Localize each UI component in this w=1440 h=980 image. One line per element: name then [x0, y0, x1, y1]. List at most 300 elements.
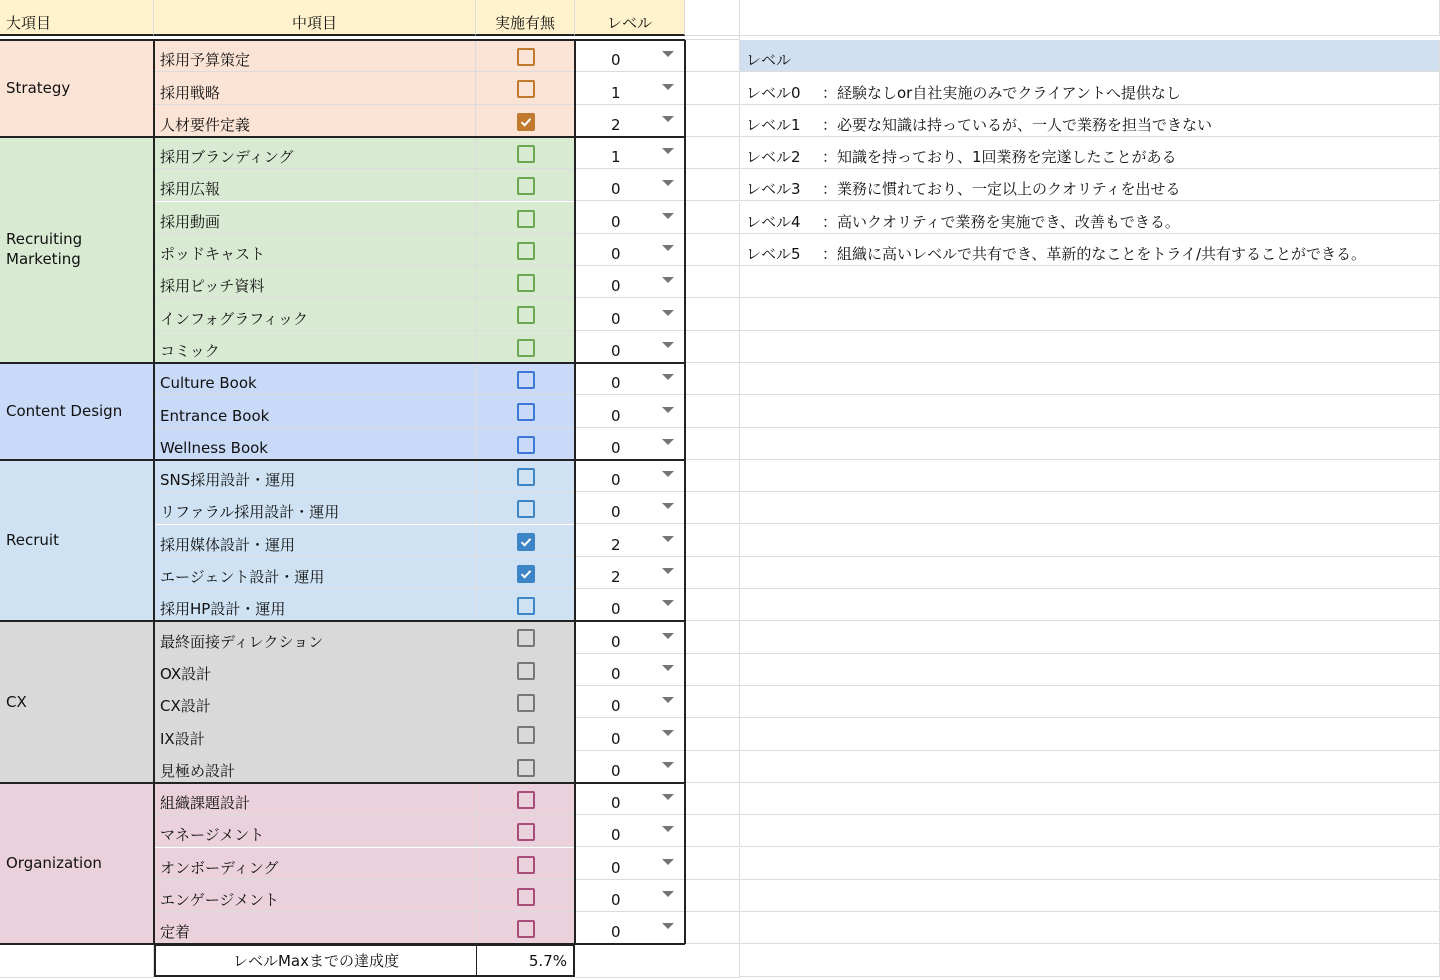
item-label: エンゲージメント: [160, 891, 279, 910]
checkbox-cell[interactable]: [476, 40, 575, 72]
level-value: 0: [611, 761, 621, 780]
checkbox-cell[interactable]: [476, 912, 575, 944]
section-divider: [0, 136, 685, 138]
dropdown-arrow-icon[interactable]: [662, 310, 674, 316]
header-label: 中項目: [291, 14, 337, 32]
legend-cell[interactable]: [740, 72, 1440, 104]
item-label: コミック: [160, 341, 220, 360]
dropdown-arrow-icon[interactable]: [662, 116, 674, 122]
level-dropdown[interactable]: [575, 492, 685, 524]
achievement-value: 5.7%: [528, 952, 567, 971]
checkbox-cell[interactable]: [476, 654, 575, 686]
table-divider: [684, 40, 686, 944]
level-value: 0: [611, 406, 621, 425]
achievement-summary: [154, 944, 575, 977]
dropdown-arrow-icon[interactable]: [662, 471, 674, 477]
level-value: 2: [611, 115, 621, 134]
item-cell[interactable]: [154, 105, 476, 137]
item-label: 採用ブランディング: [160, 148, 294, 167]
section-divider: [0, 782, 685, 784]
empty-cell[interactable]: [685, 266, 740, 298]
legend-level-label: レベル3: [746, 180, 801, 199]
level-dropdown[interactable]: [575, 718, 685, 750]
empty-cell[interactable]: [685, 72, 740, 104]
level-value: 2: [611, 535, 621, 554]
checkbox-cell[interactable]: [476, 686, 575, 718]
checkbox-checked[interactable]: [517, 565, 535, 583]
empty-cell[interactable]: [685, 686, 740, 718]
level-value: 0: [611, 341, 621, 360]
legend-cell[interactable]: [740, 169, 1440, 201]
legend-cell[interactable]: [740, 783, 1440, 815]
checkbox-unchecked[interactable]: [517, 210, 535, 228]
level-dropdown[interactable]: [575, 266, 685, 298]
legend-cell[interactable]: [740, 395, 1440, 427]
item-label: 人材要件定義: [160, 115, 251, 134]
empty-cell[interactable]: [685, 202, 740, 234]
dropdown-arrow-icon[interactable]: [662, 84, 674, 90]
item-label: 最終面接ディレクション: [160, 632, 324, 651]
legend-description: ：経験なしor自社実施のみでクライアントへ提供なし: [822, 83, 1181, 102]
item-label: リファラル採用設計・運用: [160, 503, 340, 522]
level-dropdown[interactable]: [575, 525, 685, 557]
category-label: Recruiting Marketing: [6, 230, 83, 269]
checkbox-unchecked[interactable]: [517, 145, 535, 163]
item-label: IX設計: [160, 729, 205, 748]
item-label: 組織課題設計: [160, 794, 251, 813]
level-dropdown[interactable]: [575, 589, 685, 621]
item-cell[interactable]: [154, 460, 476, 492]
checkbox-unchecked[interactable]: [517, 80, 535, 98]
section-divider: [0, 620, 685, 622]
level-value: 0: [611, 923, 621, 942]
level-dropdown[interactable]: [575, 169, 685, 201]
checkbox-cell[interactable]: [476, 428, 575, 460]
item-cell[interactable]: [154, 428, 476, 460]
checkbox-cell[interactable]: [476, 718, 575, 750]
level-dropdown[interactable]: [575, 686, 685, 718]
legend-level-label: レベル1: [746, 115, 801, 134]
level-value: 0: [611, 309, 621, 328]
dropdown-arrow-icon[interactable]: [662, 277, 674, 283]
achievement-label: レベルMaxまでの達成度: [156, 946, 477, 975]
legend-cell[interactable]: [740, 525, 1440, 557]
empty-cell[interactable]: [685, 912, 740, 944]
category-cell[interactable]: [0, 783, 154, 945]
legend-level-label: レベル4: [746, 212, 801, 231]
empty-cell[interactable]: [685, 169, 740, 201]
dropdown-arrow-icon[interactable]: [662, 826, 674, 832]
dropdown-arrow-icon[interactable]: [662, 633, 674, 639]
item-label: OX設計: [160, 664, 212, 683]
legend-cell[interactable]: [740, 557, 1440, 589]
level-dropdown[interactable]: [575, 331, 685, 363]
legend-cell[interactable]: [740, 880, 1440, 912]
dropdown-arrow-icon[interactable]: [662, 148, 674, 154]
empty-cell[interactable]: [575, 944, 740, 978]
dropdown-arrow-icon[interactable]: [662, 891, 674, 897]
level-dropdown[interactable]: [575, 105, 685, 137]
checkbox-cell[interactable]: [476, 848, 575, 880]
level-dropdown[interactable]: [575, 363, 685, 395]
legend-cell[interactable]: [740, 331, 1440, 363]
empty-header-cell[interactable]: [740, 0, 1440, 36]
item-cell[interactable]: [154, 169, 476, 201]
level-value: 1: [611, 83, 621, 102]
legend-cell[interactable]: [740, 686, 1440, 718]
legend-cell[interactable]: [740, 363, 1440, 395]
checkbox-checked[interactable]: [517, 533, 535, 551]
legend-description: ：業務に慣れており、一定以上のクオリティを出せる: [822, 180, 1181, 199]
item-cell[interactable]: [154, 686, 476, 718]
checkbox-unchecked[interactable]: [517, 339, 535, 357]
checkbox-unchecked[interactable]: [517, 662, 535, 680]
level-dropdown[interactable]: [575, 557, 685, 589]
item-cell[interactable]: [154, 751, 476, 783]
item-label: 採用予算策定: [160, 51, 251, 70]
dropdown-arrow-icon[interactable]: [662, 536, 674, 542]
header-col-b[interactable]: [154, 0, 476, 36]
level-value: 1: [611, 148, 621, 167]
checkbox-cell[interactable]: [476, 72, 575, 104]
checkbox-cell[interactable]: [476, 621, 575, 653]
checkmark-icon: [519, 535, 533, 549]
category-label: Recruit: [6, 531, 59, 550]
category-label: Content Design: [6, 401, 123, 420]
item-cell[interactable]: [154, 912, 476, 944]
legend-cell[interactable]: [740, 105, 1440, 137]
empty-cell[interactable]: [685, 234, 740, 266]
legend-description: ：高いクオリティで業務を実施でき、改善もできる。: [822, 212, 1180, 231]
dropdown-arrow-icon[interactable]: [662, 342, 674, 348]
level-value: 0: [611, 729, 621, 748]
category-label: CX: [6, 692, 27, 711]
level-dropdown[interactable]: [575, 428, 685, 460]
checkbox-cell[interactable]: [476, 815, 575, 847]
legend-cell[interactable]: [740, 944, 1440, 976]
item-cell[interactable]: [154, 783, 476, 815]
item-cell[interactable]: [154, 621, 476, 653]
empty-cell[interactable]: [685, 460, 740, 492]
empty-cell[interactable]: [685, 40, 740, 72]
item-cell[interactable]: [154, 40, 476, 72]
legend-cell[interactable]: [740, 815, 1440, 847]
category-cell[interactable]: [0, 363, 154, 460]
section-divider: [0, 39, 685, 41]
dropdown-arrow-icon[interactable]: [662, 794, 674, 800]
empty-cell[interactable]: [685, 751, 740, 783]
item-cell[interactable]: [154, 589, 476, 621]
checkbox-unchecked[interactable]: [517, 242, 535, 260]
empty-cell[interactable]: [685, 298, 740, 330]
checkbox-unchecked[interactable]: [517, 597, 535, 615]
checkbox-unchecked[interactable]: [517, 856, 535, 874]
checkbox-cell[interactable]: [476, 202, 575, 234]
empty-header-cell[interactable]: [685, 0, 740, 36]
level-dropdown[interactable]: [575, 298, 685, 330]
header-label: 実施有無: [494, 14, 555, 32]
item-label: Culture Book: [160, 374, 257, 393]
dropdown-arrow-icon[interactable]: [662, 51, 674, 57]
empty-cell[interactable]: [685, 718, 740, 750]
legend-description: ：知識を持っており、1回業務を完遂したことがある: [822, 148, 1177, 167]
item-cell[interactable]: [154, 266, 476, 298]
legend-cell[interactable]: [740, 621, 1440, 653]
level-value: 0: [611, 503, 621, 522]
empty-cell[interactable]: [685, 363, 740, 395]
item-cell[interactable]: [154, 492, 476, 524]
checkbox-cell[interactable]: [476, 234, 575, 266]
checkbox-unchecked[interactable]: [517, 177, 535, 195]
checkbox-cell[interactable]: [476, 460, 575, 492]
legend-title: レベル: [746, 51, 792, 70]
item-cell[interactable]: [154, 234, 476, 266]
level-value: 0: [611, 600, 621, 619]
level-value: 0: [611, 374, 621, 393]
legend-cell[interactable]: [740, 428, 1440, 460]
legend-description: ：組織に高いレベルで共有でき、革新的なことをトライ/共有することができる。: [822, 245, 1367, 264]
legend-level-label: レベル5: [746, 245, 801, 264]
checkbox-unchecked[interactable]: [517, 306, 535, 324]
empty-cell[interactable]: [685, 848, 740, 880]
empty-cell[interactable]: [685, 557, 740, 589]
legend-cell[interactable]: [740, 298, 1440, 330]
item-label: エージェント設計・運用: [160, 568, 325, 587]
item-label: ポッドキャスト: [160, 245, 266, 264]
item-cell[interactable]: [154, 815, 476, 847]
item-label: CX設計: [160, 697, 211, 716]
item-label: 定着: [160, 923, 191, 942]
checkmark-icon: [519, 115, 533, 129]
item-label: Entrance Book: [160, 406, 270, 425]
dropdown-arrow-icon[interactable]: [662, 407, 674, 413]
level-value: 2: [611, 568, 621, 587]
level-dropdown[interactable]: [575, 234, 685, 266]
legend-cell[interactable]: [740, 654, 1440, 686]
level-dropdown[interactable]: [575, 202, 685, 234]
level-value: 0: [611, 826, 621, 845]
dropdown-arrow-icon[interactable]: [662, 697, 674, 703]
item-cell[interactable]: [154, 72, 476, 104]
level-value: 0: [611, 858, 621, 877]
level-value: 0: [611, 180, 621, 199]
header-col-a[interactable]: [0, 0, 154, 36]
empty-cell[interactable]: [685, 654, 740, 686]
checkbox-unchecked[interactable]: [517, 888, 535, 906]
empty-cell[interactable]: [685, 331, 740, 363]
item-cell[interactable]: [154, 718, 476, 750]
checkbox-cell[interactable]: [476, 557, 575, 589]
level-value: 0: [611, 245, 621, 264]
legend-cell[interactable]: [740, 492, 1440, 524]
legend-cell[interactable]: [740, 234, 1440, 266]
level-value: 0: [611, 212, 621, 231]
item-label: マネージメント: [160, 826, 265, 845]
category-cell[interactable]: [0, 460, 154, 622]
dropdown-arrow-icon[interactable]: [662, 859, 674, 865]
checkbox-cell[interactable]: [476, 751, 575, 783]
legend-description: ：必要な知識は持っているが、一人で業務を担当できない: [822, 115, 1213, 134]
checkbox-unchecked[interactable]: [517, 629, 535, 647]
legend-cell[interactable]: [740, 718, 1440, 750]
level-value: 0: [611, 664, 621, 683]
checkbox-unchecked[interactable]: [517, 920, 535, 938]
item-cell[interactable]: [154, 137, 476, 169]
header-label: レベル: [606, 14, 652, 32]
item-label: 採用媒体設計・運用: [160, 535, 296, 554]
checkbox-cell[interactable]: [476, 363, 575, 395]
item-label: Wellness Book: [160, 438, 268, 457]
category-cell[interactable]: [0, 621, 154, 783]
checkbox-cell[interactable]: [476, 331, 575, 363]
dropdown-arrow-icon[interactable]: [662, 439, 674, 445]
legend-cell[interactable]: [740, 460, 1440, 492]
checkbox-cell[interactable]: [476, 105, 575, 137]
level-value: 0: [611, 471, 621, 490]
checkbox-cell[interactable]: [476, 783, 575, 815]
item-cell[interactable]: [154, 202, 476, 234]
checkbox-cell[interactable]: [476, 492, 575, 524]
legend-title-cell[interactable]: [740, 40, 1440, 72]
checkbox-checked[interactable]: [517, 113, 535, 131]
empty-cell[interactable]: [685, 815, 740, 847]
item-cell[interactable]: [154, 395, 476, 427]
category-label: Strategy: [6, 78, 71, 97]
item-label: オンボーディング: [160, 858, 279, 877]
dropdown-arrow-icon[interactable]: [662, 180, 674, 186]
item-cell[interactable]: [154, 880, 476, 912]
legend-cell[interactable]: [740, 912, 1440, 944]
item-cell[interactable]: [154, 331, 476, 363]
dropdown-arrow-icon[interactable]: [662, 568, 674, 574]
item-cell[interactable]: [154, 557, 476, 589]
checkbox-cell[interactable]: [476, 525, 575, 557]
level-dropdown[interactable]: [575, 912, 685, 944]
header-label: 大項目: [6, 14, 52, 32]
checkbox-unchecked[interactable]: [517, 468, 535, 486]
checkmark-icon: [519, 567, 533, 581]
section-divider: [0, 943, 685, 945]
dropdown-arrow-icon[interactable]: [662, 762, 674, 768]
item-cell[interactable]: [154, 848, 476, 880]
checkbox-cell[interactable]: [476, 589, 575, 621]
legend-cell[interactable]: [740, 202, 1440, 234]
dropdown-arrow-icon[interactable]: [662, 213, 674, 219]
legend-cell[interactable]: [740, 848, 1440, 880]
empty-cell[interactable]: [685, 783, 740, 815]
legend-cell[interactable]: [740, 266, 1440, 298]
checkbox-unchecked[interactable]: [517, 274, 535, 292]
checkbox-cell[interactable]: [476, 880, 575, 912]
dropdown-arrow-icon[interactable]: [662, 374, 674, 380]
item-label: 採用動画: [160, 212, 221, 231]
level-value: 0: [611, 697, 621, 716]
checkbox-unchecked[interactable]: [517, 759, 535, 777]
level-value: 0: [611, 51, 621, 70]
empty-cell[interactable]: [685, 492, 740, 524]
item-label: 採用ピッチ資料: [160, 277, 265, 296]
item-cell[interactable]: [154, 363, 476, 395]
checkbox-unchecked[interactable]: [517, 500, 535, 518]
level-dropdown[interactable]: [575, 72, 685, 104]
section-divider: [0, 459, 685, 461]
checkbox-unchecked[interactable]: [517, 726, 535, 744]
empty-cell[interactable]: [0, 944, 154, 978]
checkbox-unchecked[interactable]: [517, 48, 535, 66]
checkbox-unchecked[interactable]: [517, 823, 535, 841]
level-dropdown[interactable]: [575, 815, 685, 847]
legend-level-label: レベル0: [746, 83, 801, 102]
item-cell[interactable]: [154, 654, 476, 686]
checkbox-cell[interactable]: [476, 266, 575, 298]
dropdown-arrow-icon[interactable]: [662, 923, 674, 929]
table-divider: [574, 40, 576, 944]
item-label: SNS採用設計・運用: [160, 471, 296, 490]
checkbox-unchecked[interactable]: [517, 403, 535, 421]
empty-cell[interactable]: [685, 395, 740, 427]
level-dropdown[interactable]: [575, 395, 685, 427]
level-dropdown[interactable]: [575, 137, 685, 169]
category-label: Organization: [6, 854, 102, 873]
checkbox-unchecked[interactable]: [517, 436, 535, 454]
level-value: 0: [611, 438, 621, 457]
item-label: 見極め設計: [160, 761, 236, 780]
checkbox-unchecked[interactable]: [517, 694, 535, 712]
empty-cell[interactable]: [685, 137, 740, 169]
level-dropdown[interactable]: [575, 654, 685, 686]
category-cell[interactable]: [0, 137, 154, 363]
level-dropdown[interactable]: [575, 783, 685, 815]
empty-cell[interactable]: [685, 105, 740, 137]
level-value: 0: [611, 277, 621, 296]
checkbox-cell[interactable]: [476, 298, 575, 330]
empty-cell[interactable]: [685, 589, 740, 621]
level-dropdown[interactable]: [575, 880, 685, 912]
item-label: インフォグラフィック: [160, 309, 309, 328]
legend-cell[interactable]: [740, 751, 1440, 783]
checkbox-cell[interactable]: [476, 169, 575, 201]
legend-cell[interactable]: [740, 137, 1440, 169]
legend-cell[interactable]: [740, 589, 1440, 621]
empty-cell[interactable]: [685, 621, 740, 653]
dropdown-arrow-icon[interactable]: [662, 503, 674, 509]
level-value: 0: [611, 891, 621, 910]
level-dropdown[interactable]: [575, 751, 685, 783]
level-dropdown[interactable]: [575, 621, 685, 653]
dropdown-arrow-icon[interactable]: [662, 245, 674, 251]
empty-cell[interactable]: [685, 525, 740, 557]
header-col-d[interactable]: [575, 0, 685, 36]
item-cell[interactable]: [154, 525, 476, 557]
checkbox-unchecked[interactable]: [517, 371, 535, 389]
dropdown-arrow-icon[interactable]: [662, 600, 674, 606]
level-value: 0: [611, 794, 621, 813]
empty-cell[interactable]: [685, 428, 740, 460]
item-label: 採用広報: [160, 180, 221, 199]
header-col-c[interactable]: [476, 0, 575, 36]
item-cell[interactable]: [154, 298, 476, 330]
empty-cell[interactable]: [685, 880, 740, 912]
level-dropdown[interactable]: [575, 848, 685, 880]
dropdown-arrow-icon[interactable]: [662, 730, 674, 736]
checkbox-cell[interactable]: [476, 395, 575, 427]
checkbox-unchecked[interactable]: [517, 791, 535, 809]
category-cell[interactable]: [0, 40, 154, 137]
checkbox-cell[interactable]: [476, 137, 575, 169]
dropdown-arrow-icon[interactable]: [662, 665, 674, 671]
level-dropdown[interactable]: [575, 40, 685, 72]
level-dropdown[interactable]: [575, 460, 685, 492]
